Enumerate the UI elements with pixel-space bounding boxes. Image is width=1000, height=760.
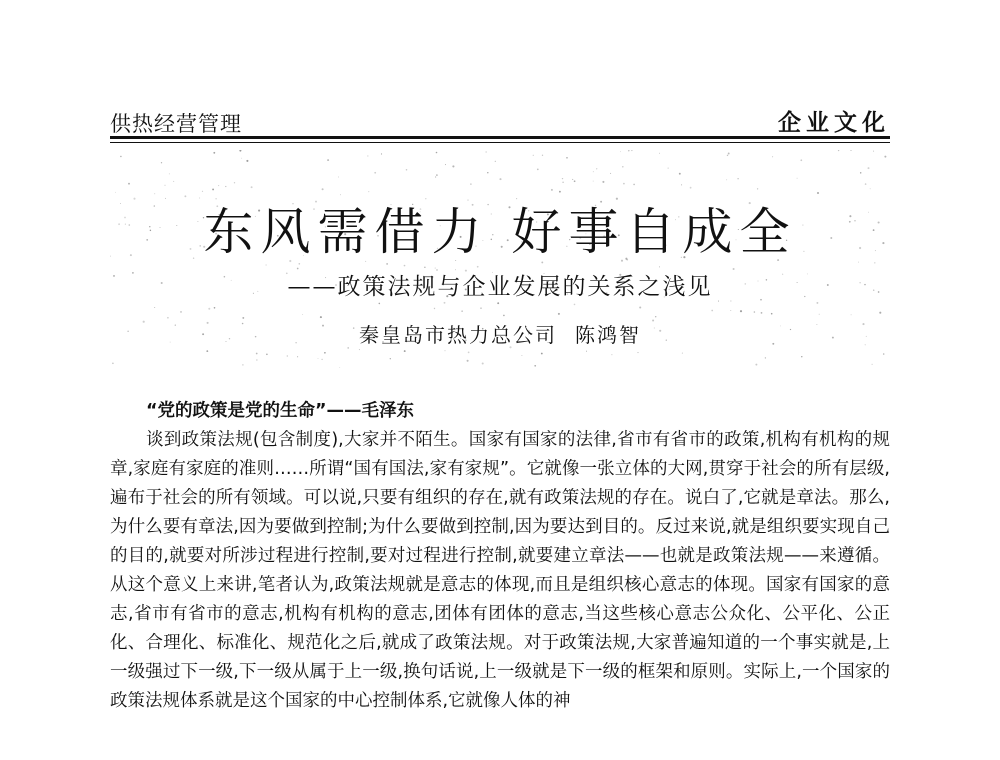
author-name: 陈鸿智 <box>575 323 641 347</box>
article-title: 东风需借力 好事自成全 <box>203 203 797 261</box>
article-subtitle: ——政策法规与企业发展的关系之浅见 <box>287 274 713 300</box>
article-body <box>110 397 890 716</box>
header-left: 供热经营管理 <box>110 112 242 136</box>
header-right: 企业文化 <box>778 109 890 136</box>
header-rule-thick <box>110 136 890 139</box>
byline <box>0 319 1000 348</box>
epigraph: “党的政策是党的生命”——毛泽东 <box>146 401 415 421</box>
body-paragraph: 谈到政策法规(包含制度),大家并不陌生。国家有国家的法律,省市有省市的政策,机构有机构的规章,家庭有家庭的准则……所谓“国有国法,家有家规”。它就像一张立体的大网,贯穿于社会的所有层级,遍布于社会的所有领域。可以说,只要有组织的存在,就有政策法规的存在。说白了,它就是章法。那么,为什么要有章法,因为要做到控制;为什么要做到控制,因为要达到目的。反过来说,就是组织要实现自己的目的,就要对所涉过程进行控制,要对过程进行控制,就要建立章法——也就是政策法规——来遵循。从这个意义上来讲,笔者认为,政策法规就是意志的体现,而且是组织核心意志的体现。国家有国家的意志,省市有省市的意志,机构有机构的意志,团体有团体的意志,当这些核心意志公众化、公平化、公正化、合理化、标准化、规范化之后,就成了政策法规。对于政策法规,大家普遍知道的一个事实就是,上一级强过下一级,下一级从属于上一级,换句话说,上一级就是下一级的框架和原则。实际上,一个国家的政策法规体系就是这个国家的中心控制体系,它就像人体的神 <box>110 430 890 711</box>
header-rule-thin <box>110 142 890 143</box>
author-organization: 秦皇岛市热力总公司 <box>359 323 557 347</box>
